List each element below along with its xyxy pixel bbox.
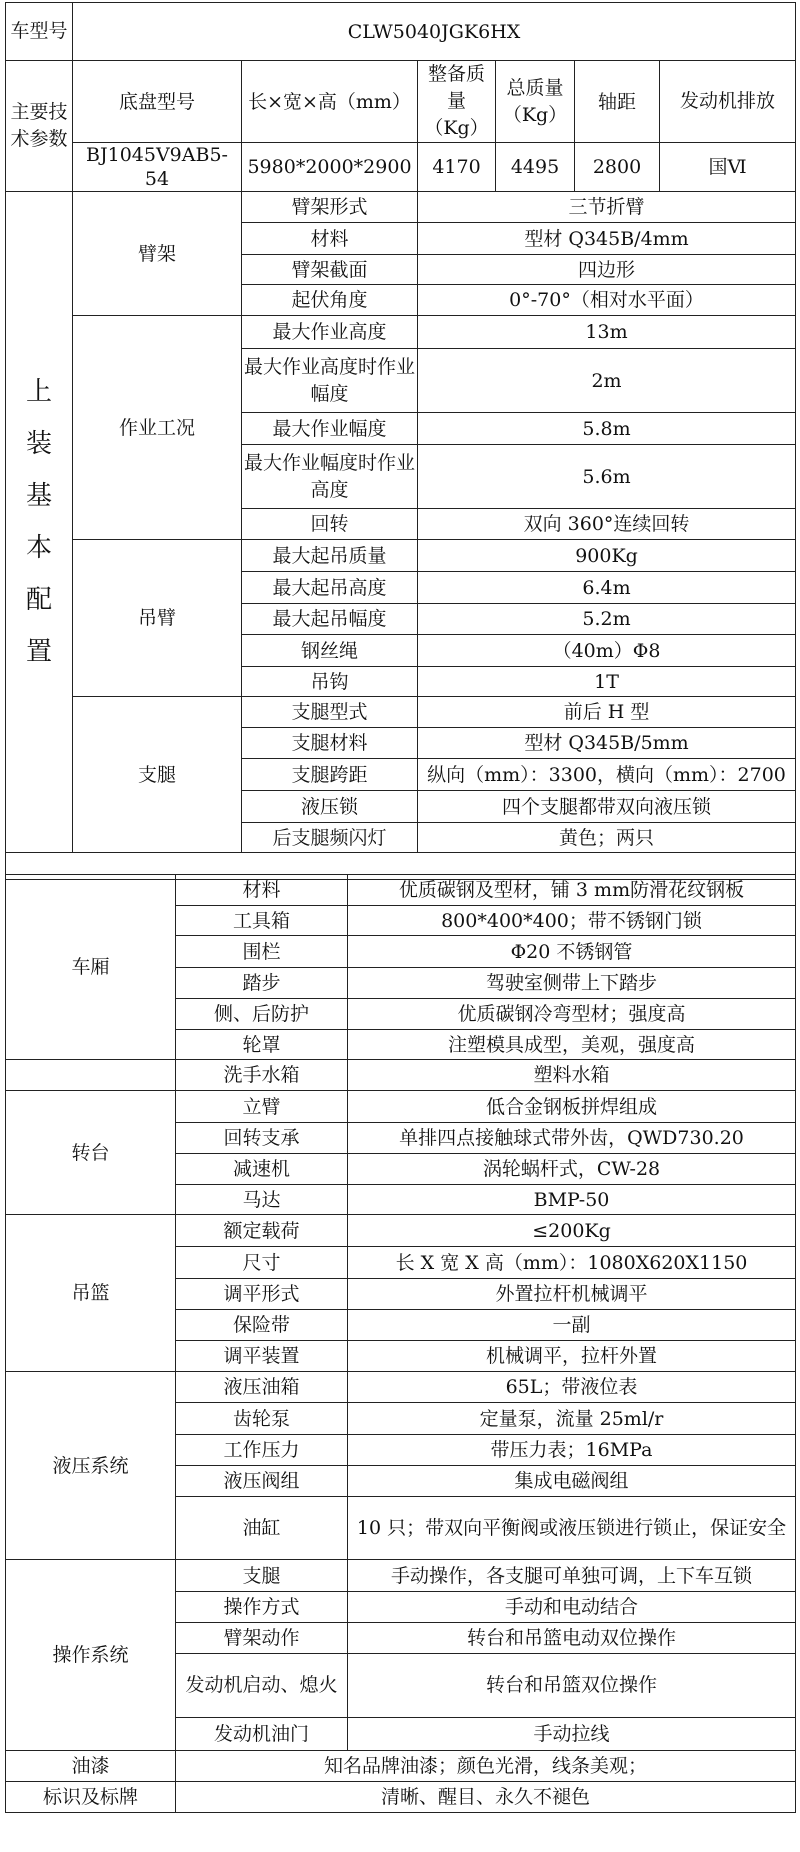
- section-title-char: 基: [25, 481, 52, 511]
- spec-key: 最大起吊高度: [242, 572, 418, 604]
- spec-key: 支腿: [176, 1560, 348, 1592]
- spec-value: 5.8m: [418, 413, 796, 445]
- spec-value: 塑料水箱: [348, 1060, 796, 1091]
- spec-key: 液压锁: [242, 791, 418, 823]
- spec-value: 集成电磁阀组: [348, 1466, 796, 1497]
- spec-key: 最大起吊质量: [242, 540, 418, 572]
- spec-key: 发动机启动、熄火: [176, 1654, 348, 1718]
- spec-value: 800*400*400；带不锈钢门锁: [348, 906, 796, 936]
- spec-key: 液压阀组: [176, 1466, 348, 1497]
- spec-key: 最大起吊幅度: [242, 604, 418, 635]
- group-name: 车厢: [6, 875, 176, 1060]
- spec-value: 优质碳钢及型材，铺 3 mm防滑花纹钢板: [348, 875, 796, 906]
- spec-key: 减速机: [176, 1154, 348, 1185]
- spec-value: 黄色；两只: [418, 823, 796, 853]
- spec-key: 尺寸: [176, 1247, 348, 1279]
- paint-row: [6, 1751, 796, 1782]
- spec-key: 齿轮泵: [176, 1403, 348, 1435]
- spec-value: 转台和吊篮电动双位操作: [348, 1623, 796, 1654]
- spec-value: （40m）Φ8: [418, 635, 796, 667]
- spec-key: 标识及标牌: [6, 1782, 176, 1813]
- spec-key: 操作方式: [176, 1592, 348, 1623]
- spec-key: 发动机油门: [176, 1718, 348, 1751]
- spec-value: 6.4m: [418, 572, 796, 604]
- spec-value: 900Kg: [418, 540, 796, 572]
- spec-value: 三节折臂: [418, 192, 796, 223]
- group-name: 吊篮: [6, 1215, 176, 1372]
- spec-value: 手动拉线: [348, 1718, 796, 1751]
- spec-value: 0°-70°（相对水平面）: [418, 285, 796, 316]
- spec-key: 立臂: [176, 1091, 348, 1123]
- params-label: 主要技术参数: [6, 61, 73, 192]
- spec-key: 吊钩: [242, 667, 418, 697]
- spec-key: 支腿材料: [242, 728, 418, 759]
- spec-key: 工具箱: [176, 906, 348, 936]
- spec-key: 液压油箱: [176, 1372, 348, 1403]
- group-name: 臂架: [73, 192, 242, 316]
- section-title-char: 本: [25, 533, 52, 563]
- spec-key: 围栏: [176, 936, 348, 968]
- spec-key: 材料: [176, 875, 348, 906]
- spec-key: 油缸: [176, 1497, 348, 1560]
- spec-key: 最大作业高度: [242, 316, 418, 349]
- spec-value: 知名品牌油漆；颜色光滑，线条美观；: [176, 1751, 796, 1782]
- spec-key: 臂架形式: [242, 192, 418, 223]
- spec-value: 纵向（mm）：3300，横向（mm）：2700: [418, 759, 796, 791]
- marks-row: [6, 1782, 796, 1813]
- spec-value: 长 X 宽 X 高（mm）：1080X620X1150: [348, 1247, 796, 1279]
- spec-value: BMP-50: [348, 1185, 796, 1215]
- param-header: 整备质量（Kg）: [418, 61, 496, 143]
- spec-value: 四个支腿都带双向液压锁: [418, 791, 796, 823]
- spec-key: 回转: [242, 509, 418, 540]
- spec-value: 一副: [348, 1310, 796, 1341]
- spec-key: 材料: [242, 223, 418, 255]
- param-value: 2800: [575, 143, 660, 192]
- param-value: 国Ⅵ: [660, 143, 796, 192]
- section-title-upper-config: [6, 192, 73, 853]
- spec-key: 最大作业幅度时作业高度: [242, 445, 418, 509]
- spec-value: 65L；带液位表: [348, 1372, 796, 1403]
- group-name: 操作系统: [6, 1560, 176, 1751]
- param-header: 轴距: [575, 61, 660, 143]
- group-name: 吊臂: [73, 540, 242, 697]
- lower-spec-table: [5, 874, 796, 1813]
- group-name: [6, 1060, 176, 1091]
- spec-value: 1T: [418, 667, 796, 697]
- spec-key: 钢丝绳: [242, 635, 418, 667]
- param-value: 4495: [496, 143, 575, 192]
- param-value: BJ1045V9AB5-54: [73, 143, 242, 192]
- param-header: 底盘型号: [73, 61, 242, 143]
- model-value: CLW5040JGK6HX: [73, 3, 796, 61]
- spec-value: 手动操作，各支腿可单独可调，上下车互锁: [348, 1560, 796, 1592]
- model-label: 车型号: [6, 3, 73, 61]
- spec-key: 臂架动作: [176, 1623, 348, 1654]
- spec-value: 13m: [418, 316, 796, 349]
- group-name: 液压系统: [6, 1372, 176, 1560]
- spec-value: 双向 360°连续回转: [418, 509, 796, 540]
- param-header: 长×宽×高（mm）: [242, 61, 418, 143]
- spec-value: 2m: [418, 349, 796, 413]
- spec-key: 回转支承: [176, 1123, 348, 1154]
- spec-key: 最大作业幅度: [242, 413, 418, 445]
- section-title-char: 置: [25, 637, 52, 667]
- upper-spec-table: [5, 2, 796, 880]
- spec-key: 调平形式: [176, 1279, 348, 1310]
- spec-value: 驾驶室侧带上下踏步: [348, 968, 796, 999]
- spec-key: 工作压力: [176, 1435, 348, 1466]
- spec-key: 油漆: [6, 1751, 176, 1782]
- spec-key: 额定载荷: [176, 1215, 348, 1247]
- spec-value: 转台和吊篮双位操作: [348, 1654, 796, 1718]
- spec-key: 轮罩: [176, 1030, 348, 1060]
- spec-key: 马达: [176, 1185, 348, 1215]
- spec-value: ≤200Kg: [348, 1215, 796, 1247]
- spec-key: 踏步: [176, 968, 348, 999]
- section-title-char: 配: [25, 585, 52, 615]
- spec-value: 5.2m: [418, 604, 796, 635]
- spec-value: 外置拉杆机械调平: [348, 1279, 796, 1310]
- spec-value: 注塑模具成型，美观，强度高: [348, 1030, 796, 1060]
- param-value: 5980*2000*2900: [242, 143, 418, 192]
- group-name: 作业工况: [73, 316, 242, 540]
- group-name: 转台: [6, 1091, 176, 1215]
- param-value: 4170: [418, 143, 496, 192]
- spec-key: 支腿型式: [242, 697, 418, 728]
- spec-value: 单排四点接触球式带外齿，QWD730.20: [348, 1123, 796, 1154]
- spec-value: 涡轮蜗杆式，CW-28: [348, 1154, 796, 1185]
- spec-key: 最大作业高度时作业幅度: [242, 349, 418, 413]
- spec-key: 调平装置: [176, 1341, 348, 1372]
- spec-value: Φ20 不锈钢管: [348, 936, 796, 968]
- group-name: 支腿: [73, 697, 242, 853]
- spec-value: 低合金钢板拼焊组成: [348, 1091, 796, 1123]
- spec-key: 洗手水箱: [176, 1060, 348, 1091]
- spec-value: 10 只；带双向平衡阀或液压锁进行锁止，保证安全: [348, 1497, 796, 1560]
- spec-value: 手动和电动结合: [348, 1592, 796, 1623]
- section-title-char: 装: [25, 429, 52, 459]
- param-header: 发动机排放: [660, 61, 796, 143]
- spec-value: 带压力表；16MPa: [348, 1435, 796, 1466]
- spec-key: 起伏角度: [242, 285, 418, 316]
- spec-key: 侧、后防护: [176, 999, 348, 1030]
- spec-value: 清晰、醒目、永久不褪色: [176, 1782, 796, 1813]
- spec-key: 臂架截面: [242, 255, 418, 285]
- spec-key: 支腿跨距: [242, 759, 418, 791]
- spec-value: 型材 Q345B/4mm: [418, 223, 796, 255]
- spec-value: 型材 Q345B/5mm: [418, 728, 796, 759]
- spec-key: 后支腿频闪灯: [242, 823, 418, 853]
- spec-value: 优质碳钢冷弯型材；强度高: [348, 999, 796, 1030]
- spec-value: 5.6m: [418, 445, 796, 509]
- spec-value: 前后 H 型: [418, 697, 796, 728]
- spec-value: 四边形: [418, 255, 796, 285]
- spec-key: 保险带: [176, 1310, 348, 1341]
- spec-value: 定量泵，流量 25ml/r: [348, 1403, 796, 1435]
- spec-value: 机械调平，拉杆外置: [348, 1341, 796, 1372]
- param-header: 总质量（Kg）: [496, 61, 575, 143]
- section-title-char: 上: [25, 377, 52, 407]
